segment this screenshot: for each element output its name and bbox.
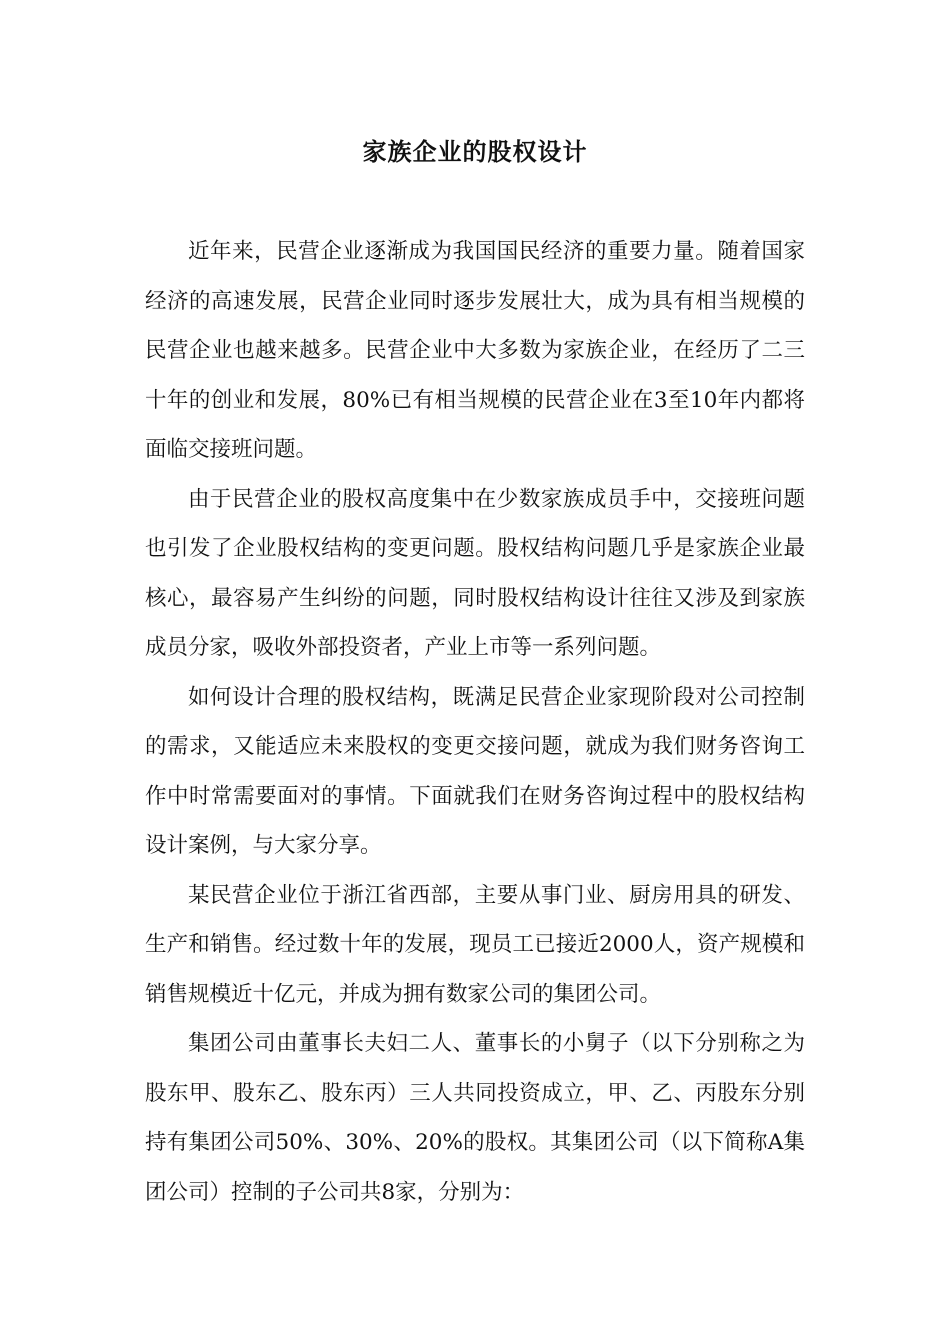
paragraph-5: 集团公司由董事长夫妇二人、董事长的小舅子（以下分别称之为股东甲、股东乙、股东丙）三人共同投资成立，甲、乙、丙股东分别持有集团公司50%、30%、20%的股权。其集团公司（以下简称A集团公司）控制的子公司共8家，分别为：: [145, 1031, 805, 1205]
paragraph-4: 某民营企业位于浙江省西部，主要从事门业、厨房用具的研发、生产和销售。经过数十年的发展，现员工已接近2000人，资产规模和销售规模近十亿元，并成为拥有数家公司的集团公司。: [145, 882, 805, 1007]
paragraph-1: 近年来，民营企业逐渐成为我国国民经济的重要力量。随着国家经济的高速发展，民营企业同时逐步发展壮大，成为具有相当规模的民营企业也越来越多。民营企业中大多数为家族企业，在经历了二三十年的创业和发展，80%已有相当规模的民营企业在3至10年内都将面临交接班问题。: [145, 239, 805, 462]
paragraph-2: 由于民营企业的股权高度集中在少数家族成员手中，交接班问题也引发了企业股权结构的变更问题。股权结构问题几乎是家族企业最核心，最容易产生纠纷的问题，同时股权结构设计往往又涉及到家族成员分家，吸收外部投资者，产业上市等一系列问题。: [145, 486, 805, 660]
document-title: 家族企业的股权设计: [362, 137, 588, 166]
document-body: [145, 227, 805, 1217]
paragraph-3: 如何设计合理的股权结构，既满足民营企业家现阶段对公司控制的需求，又能适应未来股权的变更交接问题，就成为我们财务咨询工作中时常需要面对的事情。下面就我们在财务咨询过程中的股权结构设计案例，与大家分享。: [145, 684, 805, 858]
